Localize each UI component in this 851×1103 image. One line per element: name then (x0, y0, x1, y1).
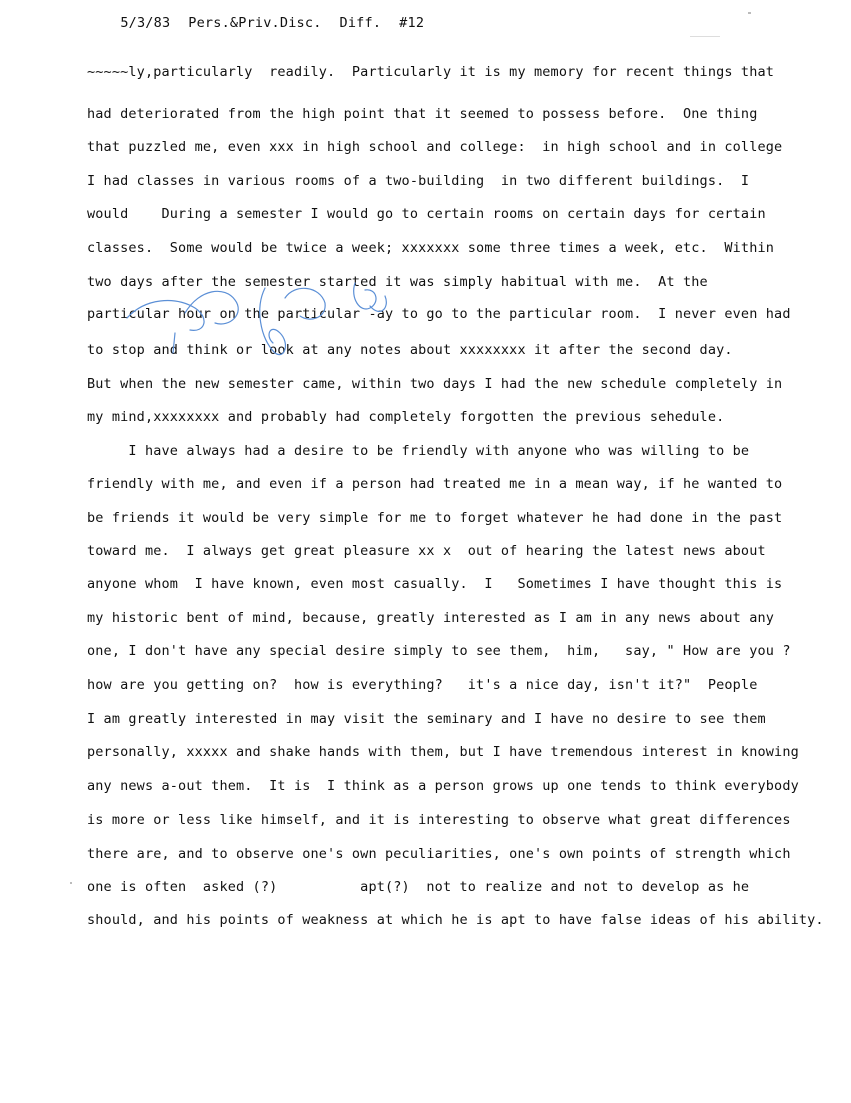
text-line: had deteriorated from the high point that it seemed to possess before. One thing (87, 106, 758, 122)
text-line: toward me. I always get great pleasure xx x out of hearing the latest news about (87, 543, 766, 559)
text-line: ~~~~~ly,particularly readily. Particularly it is my memory for recent things that (87, 64, 775, 80)
header-subtitle: Diff. (339, 15, 382, 31)
text-line: would During a semester I would go to certain rooms on certain days for certain (87, 206, 766, 222)
text-line: particular hour on the particular -ay to go to the particular room. I never even had (87, 306, 791, 322)
text-line: my historic bent of mind, because, greatly interested as I am in any news about any (87, 610, 775, 626)
header-number: #12 (399, 15, 425, 31)
paper-speck (690, 36, 720, 37)
text-line: But when the new semester came, within two days I had the new schedule completely in (87, 376, 783, 392)
page-header (87, 0, 442, 47)
text-line: my mind,xxxxxxxx and probably had completely forgotten the previous sehedule. (87, 409, 725, 425)
text-line: should, and his points of weakness at which he is apt to have false ideas of his ability. (87, 912, 824, 928)
text-line: I am greatly interested in may visit the seminary and I have no desire to see them (87, 711, 766, 727)
text-line: that puzzled me, even xxx in high school and college: in high school and in college (87, 139, 783, 155)
paper-speck (70, 882, 72, 884)
text-line: one, I don't have any special desire simply to see them, him, say, " How are you ? (87, 643, 791, 659)
text-line: anyone whom I have known, even most casually. I Sometimes I have thought this is (87, 576, 783, 592)
text-line: to stop and think or look at any notes about xxxxxxxx it after the second day. (87, 342, 733, 358)
header-title: Pers.&Priv.Disc. (188, 15, 322, 31)
header-date: 5/3/83 (120, 15, 171, 31)
text-line: there are, and to observe one's own peculiarities, one's own points of strength which (87, 846, 791, 862)
text-line: classes. Some would be twice a week; xxxxxxx some three times a week, etc. Within (87, 240, 775, 256)
text-line: I had classes in various rooms of a two-building in two different buildings. I (87, 173, 750, 189)
text-line: one is often asked (?) apt(?) not to realize and not to develop as he (87, 879, 750, 895)
text-line: personally, xxxxx and shake hands with them, but I have tremendous interest in knowing (87, 744, 799, 760)
paper-speck (748, 12, 751, 14)
text-line: how are you getting on? how is everything? it's a nice day, isn't it?" People (87, 677, 758, 693)
text-line: is more or less like himself, and it is interesting to observe what great differences (87, 812, 791, 828)
text-line: be friends it would be very simple for me to forget whatever he had done in the past (87, 510, 783, 526)
text-line: two days after the semester started it was simply habitual with me. At the (87, 274, 708, 290)
text-line: I have always had a desire to be friendly with anyone who was willing to be (87, 443, 750, 459)
text-line: friendly with me, and even if a person had treated me in a mean way, if he wanted to (87, 476, 783, 492)
text-line: any news a-out them. It is I think as a person grows up one tends to think everybody (87, 778, 799, 794)
